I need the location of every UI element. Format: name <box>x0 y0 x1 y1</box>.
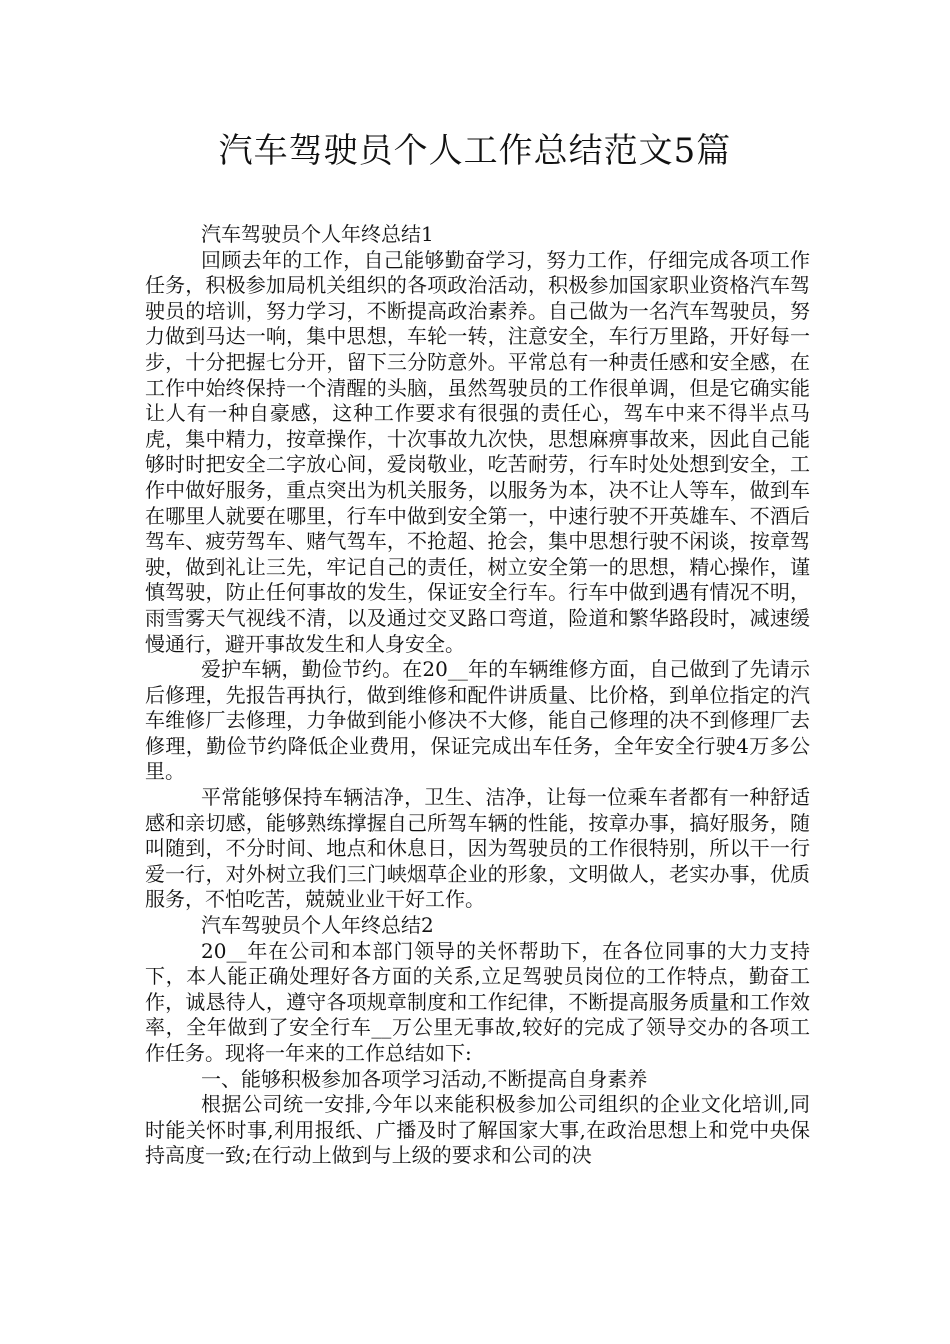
subsection-heading-1: 一、能够积极参加各项学习活动,不断提高自身素养 <box>201 1066 648 1091</box>
document-title: 汽车驾驶员个人工作总结范文5篇 <box>218 131 732 171</box>
paragraph-1: 回顾去年的工作，自己能够勤奋学习，努力工作，仔细完成各项工作任务，积极参加局机关组织的各项政治活动，积极参加国家职业资格汽车驾驶员的培训，努力学习，不断提高政治素养。自己做为一名汽车驾驶员，努力做到马达一响，集中思想，车轮一转，注意安全，车行万里路，开好每一步，十分把握七分开，留下三分防意外。平常总有一种责任感和安全感，在工作中始终保持一个清醒的头脑，虽然驾驶员的工作很单调，但是它确实能让人有一种自豪感，这种工作要求有很强的责任心，驾车中来不得半点马虎，集中精力，按章操作，十次事故九次快，思想麻痹事故来，因此自己能够时时把安全二字放心间，爱岗敬业，吃苦耐劳，行车时处处想到安全，工作中做好服务，重点突出为机关服务，以服务为本，决不让人等车，做到车在哪里人就要在哪里，行车中做到安全第一，中速行驶不开英雄车、不酒后驾车、疲劳驾车、赌气驾车，不抢超、抢会，集中思想行驶不闲谈，按章驾驶，做到礼让三先，牢记自己的责任，树立安全第一的思想，精心操作，谨慎驾驶，防止任何事故的发生，保证安全行车。行车中做到遇有情况不明，雨雪雾天气视线不清，以及通过交叉路口弯道，险道和繁华路段时，减速缓慢通行，避开事故发生和人身安全。 <box>145 247 810 656</box>
paragraph-2: 爱护车辆，勤俭节约。在20__年的车辆维修方面，自己做到了先请示后修理，先报告再执行，做到维修和配件讲质量、比价格，到单位指定的汽车维修厂去修理，力争做到能小修决不大修，能自己修理的决不到修理厂去修理，勤俭节约降低企业费用，保证完成出车任务，全年安全行驶4万多公里。 <box>145 657 810 784</box>
section-heading-2: 汽车驾驶员个人年终总结2 <box>201 913 434 938</box>
paragraph-5: 根据公司统一安排,今年以来能积极参加公司组织的企业文化培训,同时能关怀时事,利用报纸、广播及时了解国家大事,在政治思想上和党中央保持高度一致;在行动上做到与上级的要求和公司的决 <box>145 1092 810 1168</box>
document-body <box>145 222 810 1169</box>
section-heading-1: 汽车驾驶员个人年终总结1 <box>201 222 434 246</box>
paragraph-3: 平常能够保持车辆洁净，卫生、洁净，让每一位乘车者都有一种舒适感和亲切感，能够熟练撑握自己所驾车辆的性能，按章办事，搞好服务，随叫随到，不分时间、地点和休息日，因为驾驶员的工作很特别，所以干一行爱一行，对外树立我们三门峡烟草企业的形象，文明做人，老实办事，优质服务，不怕吃苦，兢兢业业干好工作。 <box>145 785 810 912</box>
paragraph-4: 20__年在公司和本部门领导的关怀帮助下，在各位同事的大力支持下，本人能正确处理好各方面的关系,立足驾驶员岗位的工作特点，勤奋工作，诚恳待人，遵守各项规章制度和工作纪律，不断提高服务质量和工作效率，全年做到了安全行车__万公里无事故,较好的完成了领导交办的各项工作任务。现将一年来的工作总结如下: <box>145 938 810 1065</box>
